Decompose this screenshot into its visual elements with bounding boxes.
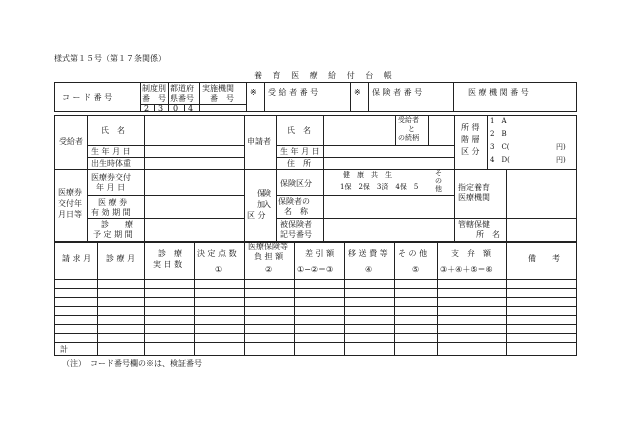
insurance-label-1: 保 (257, 189, 265, 198)
income-item-c: 3 C( (490, 143, 510, 151)
col-biko: 備 考 (528, 254, 560, 263)
jisshi-label-1: 実施機関 (202, 84, 234, 93)
col-futan-2: 負 担 額 (254, 252, 284, 261)
insurance-label-3: 加 (257, 200, 265, 209)
insurance-options: 1保 2保 3済 4保 5 (340, 183, 419, 191)
code-band (54, 82, 577, 112)
ticket-label-3: 月日等 (58, 210, 82, 219)
relation-label-1: 受給者 (398, 116, 419, 124)
col-shiben-1: 支 弁 額 (451, 249, 491, 258)
todofuken-label-1: 都道府 (170, 84, 194, 93)
col-jitsunissu-1: 診 療 (158, 249, 182, 258)
total-label: 計 (60, 345, 68, 354)
designated-label-2: 医療機関 (458, 193, 490, 202)
ticket-plan-label-1: 診 療 (101, 220, 133, 229)
col-sonota-2: ⑤ (412, 265, 420, 274)
income-yen-d: 円) (556, 156, 566, 164)
kankatsu-label-1: 管轄保健 (458, 220, 490, 229)
form-title: 養 育 医 療 給 付 台 帳 (254, 71, 396, 80)
insurance-label-2: 険 (263, 189, 271, 198)
income-label-1: 所 得 (461, 123, 480, 132)
income-label-3: 区 分 (461, 147, 480, 156)
ticket-issue-label-2: 年 月 日 (96, 183, 126, 192)
insurance-label-4: 入 (263, 200, 271, 209)
hokensha-name-label-1: 保険者の (278, 197, 310, 206)
col-futan-1: 医療保険等 (248, 242, 288, 251)
recipient-birth-weight-label: 出生時体重 (91, 159, 131, 168)
income-item-d: 4 D( (490, 156, 510, 164)
ticket-valid-label-1: 医 療 券 (98, 198, 128, 207)
col-shinryo-month: 診 療 月 (106, 254, 136, 263)
col-kettei-1: 決 定 点 数 (197, 249, 237, 258)
code-number-label: コ ー ド 番 号 (62, 93, 113, 102)
iryokikan-bango-label: 医 療 機 関 番 号 (468, 88, 529, 97)
recipient-name-label: 氏 名 (101, 126, 125, 135)
hihokensha-label-1: 被保険者 (280, 220, 312, 229)
applicant-name-label: 氏 名 (287, 126, 311, 135)
footnote: （注） コード番号欄の※は、検証番号 (62, 359, 202, 368)
col-kettei-2: ① (215, 265, 223, 274)
col-seikyu-month: 請 求 月 (62, 254, 92, 263)
income-item-b: 2 B (490, 130, 507, 138)
col-isou-1: 移 送 費 等 (348, 249, 388, 258)
code-digit-2: 3 (158, 104, 164, 113)
code-digit-4: 4 (188, 104, 194, 113)
relation-label-2: と (408, 125, 415, 133)
insurance-kenkou-label: 健 康 共 生 (343, 171, 392, 179)
col-shiben-2: ③＋④＋⑤＝⑥ (440, 265, 493, 274)
col-futan-3: ② (265, 265, 273, 274)
hihokensha-label-2: 記号番号 (280, 230, 312, 239)
applicant-address-label: 住 所 (287, 159, 311, 168)
todofuken-label-2: 県番号 (170, 94, 194, 103)
col-sonota-1: そ の 他 (398, 249, 428, 258)
hokensha-bango-label: 保 険 者 番 号 (372, 88, 423, 97)
ticket-plan-label-2: 予 定 期 間 (93, 230, 133, 239)
insurance-sono-1: そ (435, 169, 442, 177)
ticket-valid-label-2: 有 効 期 間 (91, 208, 131, 217)
seido-label-1: 制度別 (142, 84, 166, 93)
check-mark-1: ※ (250, 88, 257, 97)
hokensha-name-label-2: 名 称 (284, 207, 308, 216)
col-sashihiki-1: 差 引 額 (305, 249, 335, 258)
income-label-2: 階 層 (461, 135, 480, 144)
seido-label-2: 番 号 (142, 94, 166, 103)
designated-label-1: 指定養育 (458, 183, 490, 192)
income-item-a: 1 A (490, 117, 507, 125)
form-number: 様式第１５号（第１７条関係） (54, 54, 166, 63)
kankatsu-label-2: 所 名 (476, 230, 500, 239)
ticket-issue-label-1: 医療券交付 (91, 173, 131, 182)
applicant-birthdate-label: 生 年 月 日 (280, 147, 320, 156)
insurance-sono-2: の (435, 177, 442, 185)
income-yen-c: 円) (556, 143, 566, 151)
relation-label-3: の続柄 (398, 134, 419, 142)
col-isou-2: ④ (365, 265, 373, 274)
code-digit-1: 2 (144, 104, 150, 113)
ticket-label-1: 医療券 (58, 188, 82, 197)
col-jitsunissu-2: 実 日 数 (153, 260, 183, 269)
recipient-birthdate-label: 生 年 月 日 (91, 147, 131, 156)
col-sashihiki-2: ①−②＝③ (297, 265, 334, 274)
insurance-label-5: 区 分 (247, 211, 266, 220)
recipient-label: 受給者 (59, 137, 83, 146)
jisshi-label-2: 番 号 (210, 94, 234, 103)
insurance-sono-3: 他 (435, 185, 442, 193)
jukyusha-bango-label: 受 給 者 番 号 (268, 88, 319, 97)
code-digit-3: 0 (173, 104, 179, 113)
check-mark-2: ※ (354, 88, 361, 97)
insurance-kubun-label: 保険区分 (280, 179, 312, 188)
ticket-label-2: 交付年 (58, 199, 82, 208)
applicant-label: 申請者 (247, 137, 271, 146)
